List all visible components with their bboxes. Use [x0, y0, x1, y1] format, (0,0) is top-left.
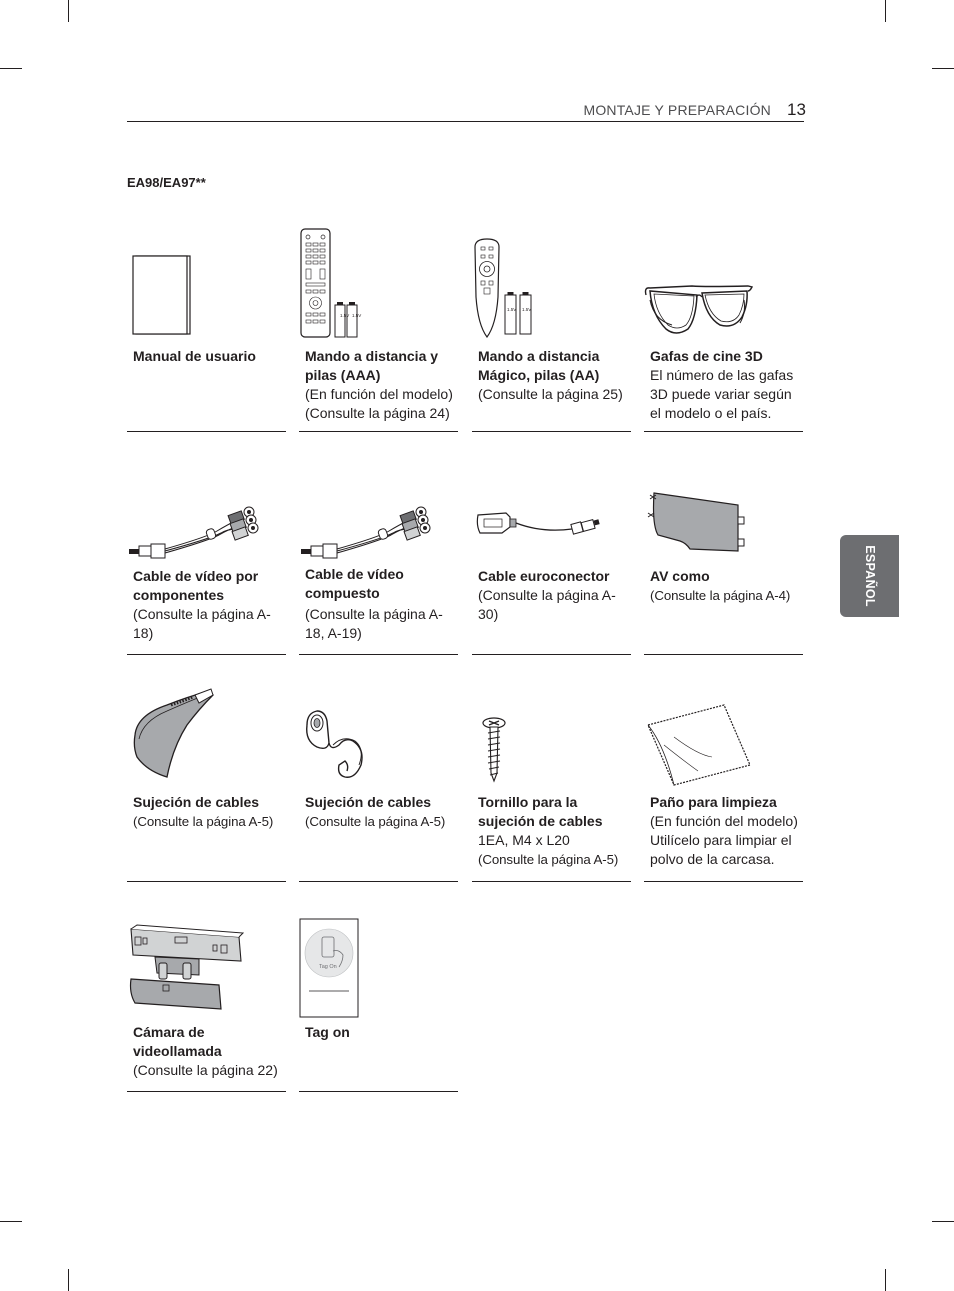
av-adapter-icon	[644, 485, 803, 565]
item-title: Cámara de videollamada	[133, 1024, 222, 1059]
screw-icon	[472, 685, 631, 793]
battery-label: 1.5V	[352, 313, 362, 318]
cable-holder-icon	[127, 685, 286, 793]
item-cable-holder-2	[299, 685, 458, 885]
item-title: Sujeción de cables	[305, 794, 432, 810]
tag-on-logo-text: Tag On	[319, 964, 337, 970]
item-video-camera	[127, 915, 286, 1095]
item-screw	[472, 685, 631, 885]
item-component-cable	[127, 485, 286, 660]
divider	[472, 431, 631, 432]
header-rule	[127, 121, 804, 122]
section-title: MONTAJE Y PREPARACIÓN	[583, 102, 771, 118]
battery-label: 1.5V	[340, 313, 350, 318]
item-desc: (Consulte la página A-5)	[305, 814, 446, 829]
divider	[472, 654, 631, 655]
remote-control-icon	[299, 225, 458, 340]
divider	[644, 431, 803, 432]
item-scart-cable	[472, 485, 631, 660]
divider	[127, 881, 286, 882]
video-camera-icon	[127, 915, 286, 1025]
item-title: Sujeción de cables	[133, 794, 260, 810]
item-cable-holder-1	[127, 685, 286, 885]
item-desc: (Consulte la página 25)	[478, 386, 623, 402]
item-desc: (Consulte la página A-4)	[650, 588, 791, 603]
item-desc: (Consulte la página A-18, A-19)	[305, 606, 443, 641]
item-magic-remote	[472, 225, 631, 435]
model-heading: EA98/EA97**	[127, 175, 206, 190]
page-number: 13	[787, 100, 806, 119]
crop-mark	[0, 1221, 22, 1222]
item-desc: (En función del modelo)	[650, 813, 798, 829]
component-cable-icon	[127, 485, 286, 565]
divider	[127, 431, 286, 432]
language-tab-label: ESPAÑOL	[862, 545, 877, 607]
crop-mark	[932, 68, 954, 69]
item-desc: Utilícelo para limpiar el polvo de la carcasa.	[650, 832, 792, 867]
crop-mark	[932, 1221, 954, 1222]
3d-glasses-icon	[644, 225, 803, 340]
magic-remote-icon	[472, 225, 631, 340]
divider	[127, 654, 286, 655]
item-title: Tornillo para la sujeción de cables	[478, 794, 603, 829]
divider	[299, 1091, 458, 1092]
item-desc: El número de las gafas 3D puede variar según el modelo o el país.	[650, 367, 794, 421]
item-title: Mando a distancia y pilas (AAA)	[305, 348, 439, 383]
item-desc: (En función del modelo)	[305, 386, 453, 402]
item-title: Tag on	[305, 1024, 350, 1040]
divider	[299, 654, 458, 655]
divider	[472, 881, 631, 882]
item-av-adapter	[644, 485, 803, 660]
crop-mark	[0, 68, 22, 69]
item-title: Cable euroconector	[478, 568, 610, 584]
item-desc: 1EA, M4 x L20	[478, 832, 570, 848]
item-desc: (Consulte la página A-5)	[133, 814, 274, 829]
divider	[299, 881, 458, 882]
item-title: Manual de usuario	[133, 348, 256, 364]
item-desc: (Consulte la página A-5)	[478, 852, 619, 867]
divider	[644, 654, 803, 655]
scart-cable-icon	[472, 485, 631, 565]
item-desc: (Consulte la página 24)	[305, 405, 450, 421]
battery-label: 1.5V	[522, 307, 532, 312]
item-title: Cable de vídeo compuesto	[305, 566, 404, 601]
crop-mark	[68, 0, 69, 22]
item-title: Gafas de cine 3D	[650, 348, 763, 364]
divider	[644, 881, 803, 882]
crop-mark	[885, 0, 886, 22]
cable-clip-icon	[299, 685, 458, 793]
crop-mark	[68, 1269, 69, 1291]
item-desc: (Consulte la página 22)	[133, 1062, 278, 1078]
item-title: Mando a distancia Mágico, pilas (AA)	[478, 348, 600, 383]
battery-label: 1.5V	[507, 307, 517, 312]
divider	[127, 1091, 286, 1092]
item-desc: (Consulte la página A-30)	[478, 587, 616, 622]
composite-cable-icon	[299, 485, 458, 565]
item-remote-control	[299, 225, 458, 435]
item-composite-cable	[299, 485, 458, 660]
divider	[299, 431, 458, 432]
item-tag-on	[299, 915, 458, 1095]
cleaning-cloth-icon	[644, 685, 803, 793]
item-title: Paño para limpieza	[650, 794, 777, 810]
user-manual-icon	[127, 225, 286, 340]
item-3d-glasses	[644, 225, 803, 435]
item-user-manual	[127, 225, 286, 435]
tag-on-icon	[299, 915, 458, 1025]
item-title: AV como	[650, 568, 710, 584]
language-tab[interactable]	[840, 535, 899, 617]
item-title: Cable de vídeo por componentes	[133, 568, 259, 603]
crop-mark	[885, 1269, 886, 1291]
item-desc: (Consulte la página A-18)	[133, 606, 271, 641]
item-cleaning-cloth	[644, 685, 803, 885]
